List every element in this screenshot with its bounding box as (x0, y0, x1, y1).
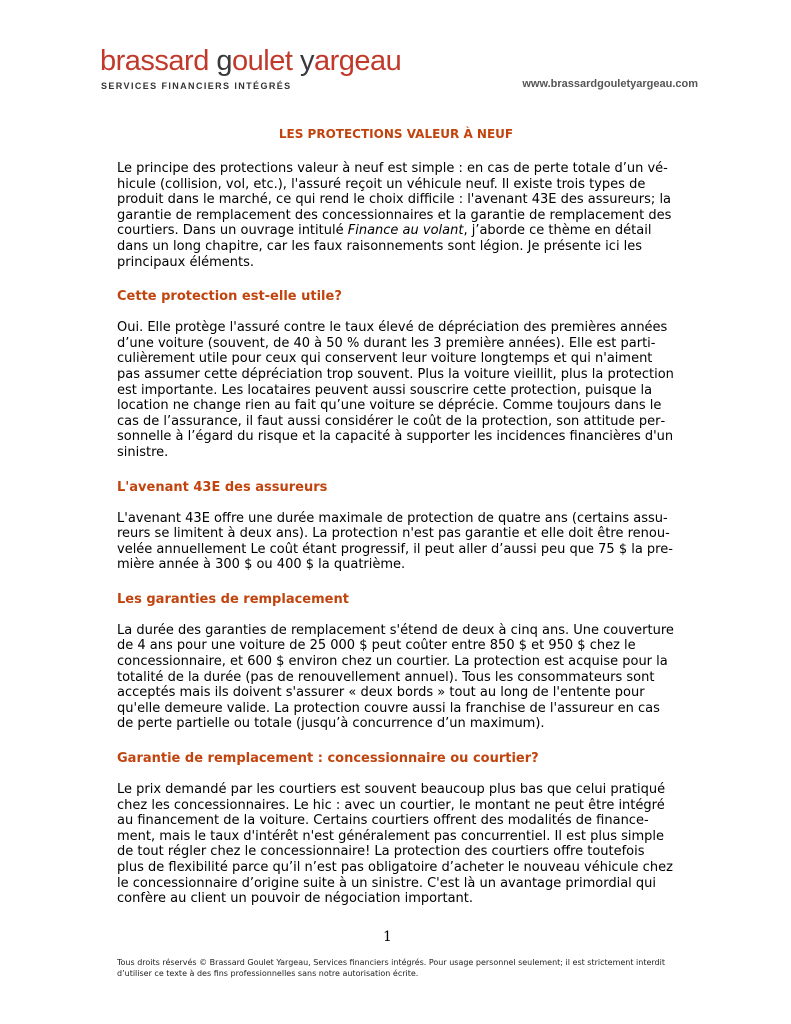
page-header (100, 44, 700, 94)
document-title: LES PROTECTIONS VALEUR À NEUF (278, 127, 514, 141)
intro-text-end: , j’aborde ce thème en détail dans un long chapitre, car les faux raisonnements sont légion. Je présente ici les principaux éléments. (117, 223, 652, 270)
book-title: Finance au volant (347, 223, 464, 239)
logo-text-brassard: brassard (100, 45, 217, 77)
section-paragraph: La durée des garanties de remplacement s'étend de deux à cinq ans. Une couverture de 4 ans pour une voiture de 25 000 $ peut coûter entre 850 $ et 950 $ chez le concessionnaire, et 600 $ environ chez un courtier. La protection est acquise pour la totalité de la durée (pas de renouvellement annuel). Tous les consommateurs sont acceptés mais ils doivent s'assurer « deux bords » tout au long de l'entente pour qu'elle demeure valide. La protection couvre aussi la franchise de l'assureur en cas de perte partielle ou totale (jusqu’à concurrence d’un maximum). (117, 622, 674, 732)
section-heading: L'avenant 43E des assureurs (117, 479, 328, 495)
intro-text-start: Le principe des protections valeur à neuf est simple : en cas de perte totale d’un véhicule (collision, vol, etc.), l'assuré reçoit un véhicule neuf. Il existe trois types de produit dans le marché, ce qui rend le choix difficile : l'avenant 43E des assureurs; la garantie de remplacement des concessionnaires et la garantie de remplacement des courtiers. Dans un ouvrage intitulé (117, 161, 672, 239)
website-link[interactable]: www.brassardgouletyargeau.com (522, 78, 698, 90)
logo-text-oulet: oulet (232, 45, 300, 77)
section-heading: Les garanties de remplacement (117, 591, 349, 607)
logo-text-argeau: argeau (313, 45, 402, 77)
document-body (117, 126, 675, 907)
logo-text-y: y (299, 45, 314, 77)
section-paragraph: Oui. Elle protège l'assuré contre le taux élevé de dépréciation des premières années d’une voiture (souvent, de 40 à 50 % durant les 3 première années). Elle est particulièrement utile pour ceux qui conservent leur voiture longtemps et qui n'aiment pas assumer cette dépréciation trop souvent. Plus la voiture vieillit, plus la protection est importante. Les locataires peuvent aussi souscrire cette protection, puisque la location ne change rien au fait qu’une voiture se déprécie. Comme toujours dans le cas de l’assurance, il faut aussi considérer le coût de la protection, son attitude personnelle à l’égard du risque et la capacité à supporter les incidences financières d'un sinistre. (117, 320, 674, 460)
copyright-footer: Tous droits réservés © Brassard Goulet Yargeau, Services financiers intégrés. Pour usage personnel seulement; il est strictement interdit d’utiliser ce texte à des fins professionnelles sans notre autorisation écrite. (117, 958, 665, 978)
section-paragraph: Le prix demandé par les courtiers est souvent beaucoup plus bas que celui pratiqué chez les concessionnaires. Le hic : avec un courtier, le montant ne peut être intégré au financement de la voiture. Certains courtiers offrent des modalités de financement, mais le taux d'intérêt n'est généralement pas concurrentiel. Il est plus simple de tout régler chez le concessionnaire! La protection des courtiers offre toutefois plus de flexibilité parce qu’il n’est pas obligatoire d’acheter le nouveau véhicule chez le concessionnaire d’origine suite à un sinistre. C'est là un avantage primordial qui confère au client un pouvoir de négociation important. (117, 782, 673, 907)
page-number: 1 (383, 929, 392, 945)
company-logo (100, 44, 401, 78)
section-heading: Garantie de remplacement : concessionnaire ou courtier? (117, 751, 539, 767)
intro-paragraph (117, 161, 675, 270)
section-heading: Cette protection est-elle utile? (117, 289, 342, 305)
section-paragraph: L'avenant 43E offre une durée maximale de protection de quatre ans (certains assureurs se limitent à deux ans). La protection n'est pas garantie et elle doit être renouvelée annuellement Le coût étant progressif, il peut aller d’aussi peu que 75 $ la première année à 300 $ ou 400 $ la quatrième. (117, 510, 673, 573)
company-tagline: SERVICES FINANCIERS INTÉGRÉS (101, 81, 292, 91)
logo-text-g: g (216, 45, 233, 77)
